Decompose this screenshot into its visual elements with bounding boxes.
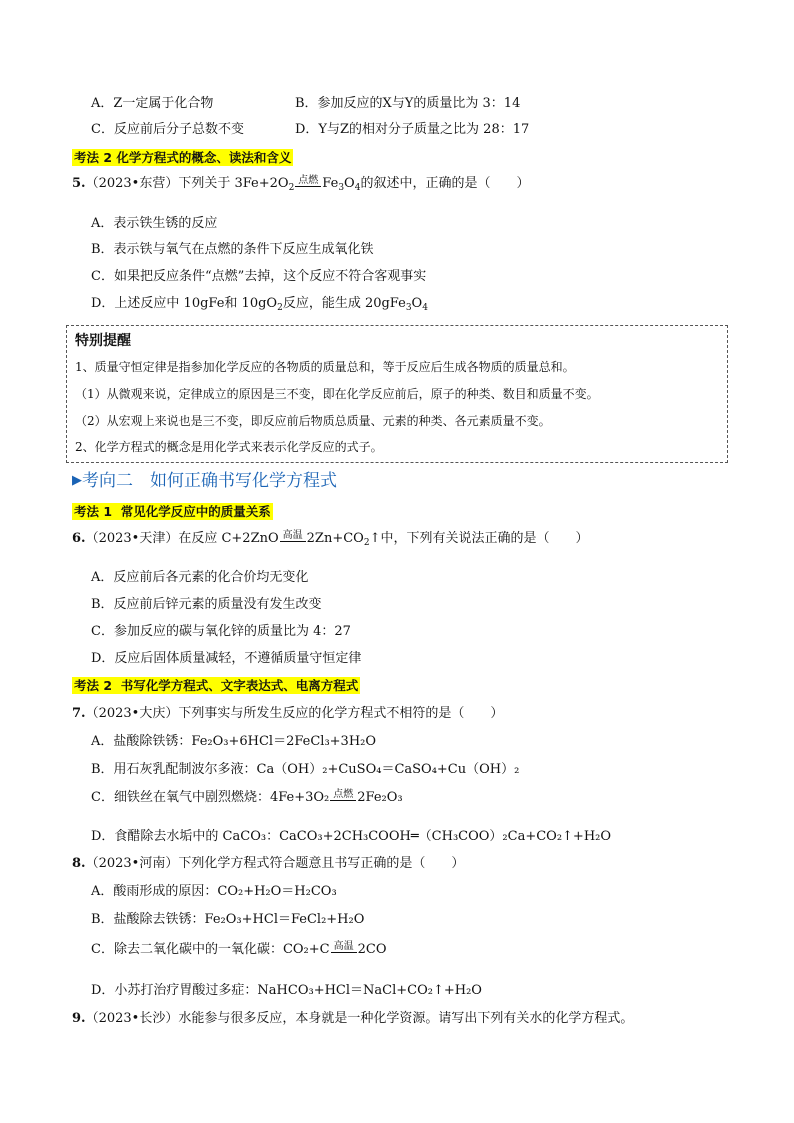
reminder-line-2: （1）从微观来说，定律成立的原因是三不变，即在化学反应前后，原子的种类、数目和质量不变。 <box>75 387 599 401</box>
q8-option-b: B．盐酸除去铁锈：Fe₂O₃+HCl＝FeCl₂+H₂O <box>91 912 365 927</box>
q5-option-d <box>91 296 428 312</box>
method-label-tag: 考法 2 <box>74 678 113 693</box>
q8-option-c-pre: C．除去二氧化碳中的一氧化碳：CO₂+C <box>91 942 330 957</box>
method-label-title: 书写化学方程式、文字表达式、电离方程式 <box>120 678 359 693</box>
q7-option-c <box>91 790 403 806</box>
q6-sub-2: 2 <box>363 538 370 548</box>
q5-option-d-sub4: 4 <box>422 303 428 313</box>
q8-number: 8. <box>72 856 86 871</box>
q5-sub-3: 3 <box>338 183 345 193</box>
q6-condition-text: 高温 <box>280 531 306 542</box>
q5-option-a: A．表示铁生锈的反应 <box>91 216 218 231</box>
section-title: 考向二 如何正确书写化学方程式 <box>82 471 337 491</box>
q6-stem-tail: ↑中，下列有关说法正确的是（ ） <box>369 531 589 546</box>
q6-stem-post: 2Zn+CO <box>306 531 364 546</box>
q4-option-b: B．参加反应的X与Y的质量比为 3：14 <box>295 96 521 111</box>
q5-option-d-pre: D．上述反应中 10gFe和 10gO <box>91 296 278 311</box>
special-reminder-title: 特别提醒 <box>75 333 131 349</box>
q5-stem-tail: 的叙述中，正确的是（ ） <box>360 176 530 191</box>
q7-option-c-post: 2Fe₂O₃ <box>357 790 403 805</box>
q9-stem-text: （2023•长沙）水能参与很多反应，本身就是一种化学资源。请写出下列有关水的化学方程式。 <box>85 1011 634 1026</box>
q7-option-b: B．用石灰乳配制波尔多液：Ca（OH）₂+CuSO₄＝CaSO₄+Cu（OH）₂ <box>91 762 520 777</box>
q8-reaction-condition <box>331 941 357 957</box>
q4-option-c: C．反应前后分子总数不变 <box>91 122 244 137</box>
q5-option-d-o: O <box>411 296 423 311</box>
q7-option-d: D．食醋除去水垢中的 CaCO₃：CaCO₃+2CH₃COOH═（CH₃COO）₂Ca+CO₂↑+H₂O <box>91 829 612 844</box>
method-label-tag: 考法 2 <box>74 150 113 165</box>
q5-option-d-sub2: 2 <box>277 303 283 313</box>
special-reminder-box <box>66 325 728 463</box>
q5-option-b: B．表示铁与氧气在点燃的条件下反应生成氧化铁 <box>91 242 374 257</box>
q5-option-c: C．如果把反应条件“点燃”去掉，这个反应不符合客观事实 <box>91 269 427 284</box>
triangle-arrow-icon: ▶ <box>72 473 82 488</box>
q5-option-d-sub3: 3 <box>405 303 412 313</box>
q7-stem <box>72 706 503 722</box>
q7-option-a: A．盐酸除铁锈：Fe₂O₃+6HCl＝2FeCl₃+3H₂O <box>91 734 377 749</box>
q7-option-c-pre: C．细铁丝在氧气中剧烈燃烧：4Fe+3O₂ <box>91 790 330 805</box>
method-label-mass <box>72 503 273 520</box>
q6-option-d: D．反应后固体质量减轻，不遵循质量守恒定律 <box>91 651 362 666</box>
section-heading <box>72 466 337 491</box>
q4-option-a: A．Z一定属于化合物 <box>91 96 214 111</box>
q6-option-b: B．反应前后锌元素的质量没有发生改变 <box>91 597 322 612</box>
q5-stem-pre: （2023•东营）下列关于 3Fe+2O <box>85 176 289 191</box>
q6-reaction-condition <box>280 530 306 546</box>
q5-sub-2: 2 <box>288 183 295 193</box>
q5-reaction-condition <box>295 175 321 191</box>
q8-option-c <box>91 942 387 958</box>
method-label-tag: 考法 1 <box>74 504 113 519</box>
q8-condition-text: 高温 <box>331 942 357 953</box>
reminder-line-1: 1、质量守恒定律是指参加化学反应的各物质的质量总和，等于反应后生成各物质的质量总和。 <box>75 360 575 374</box>
q5-condition-text: 点燃 <box>295 176 321 187</box>
q8-option-d: D．小苏打治疗胃酸过多症：NaHCO₃+HCl＝NaCl+CO₂↑+H₂O <box>91 983 482 998</box>
q8-stem-text: （2023•河南）下列化学方程式符合题意且书写正确的是（ ） <box>85 856 465 871</box>
method-label-title: 常见化学反应中的质量关系 <box>120 504 271 519</box>
q5-option-d-mid: 反应，能生成 20gFe <box>282 296 406 311</box>
method-label-writing <box>72 677 360 694</box>
method-label-title: 化学方程式的概念、读法和含义 <box>116 150 292 165</box>
q5-sub-4: 4 <box>354 183 361 193</box>
q7-stem-text: （2023•大庆）下列事实与所发生反应的化学方程式不相符的是（ ） <box>85 706 504 721</box>
q9-stem <box>72 1011 633 1027</box>
q6-stem <box>72 531 588 547</box>
q8-stem <box>72 856 464 872</box>
q8-option-c-post: 2CO <box>357 942 387 957</box>
q6-number: 6. <box>72 531 86 546</box>
q9-number: 9. <box>72 1011 86 1026</box>
q6-stem-pre: （2023•天津）在反应 C+2ZnO <box>85 531 279 546</box>
q6-option-a: A．反应前后各元素的化合价均无变化 <box>91 570 309 585</box>
q5-o: O <box>344 176 355 191</box>
q8-option-a: A．酸雨形成的原因：CO₂+H₂O＝H₂CO₃ <box>91 884 337 899</box>
q7-condition-text: 点燃 <box>330 790 356 801</box>
reminder-line-3: （2）从宏观上来说也是三不变，即反应前后物质总质量、元素的种类、各元素质量不变。 <box>75 414 551 428</box>
q5-number: 5. <box>72 176 86 191</box>
reminder-line-4: 2、化学方程式的概念是用化学式来表示化学反应的式子。 <box>75 440 383 454</box>
method-label-concept <box>72 149 293 166</box>
q7-number: 7. <box>72 706 86 721</box>
q5-fe: Fe <box>322 176 339 191</box>
q5-stem <box>72 176 529 192</box>
q6-option-c: C．参加反应的碳与氧化锌的质量比为 4：27 <box>91 624 351 639</box>
q7-reaction-condition <box>330 789 356 805</box>
q4-option-d: D．Y与Z的相对分子质量之比为 28：17 <box>295 122 530 137</box>
